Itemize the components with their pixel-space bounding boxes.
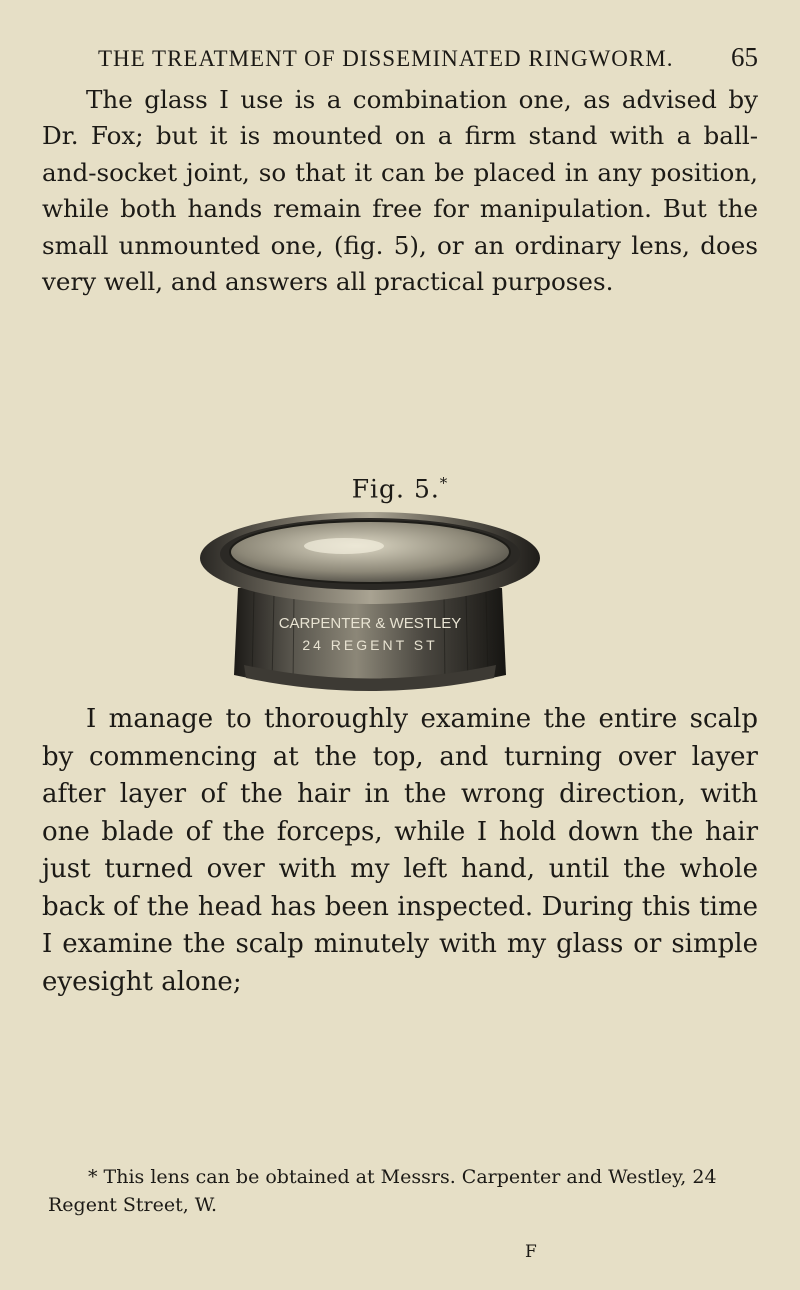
- signature-mark: F: [525, 1242, 537, 1262]
- lens-illustration: [194, 500, 546, 695]
- lens-engraving-address: 24 REGENT ST: [302, 637, 438, 653]
- running-header: [98, 42, 758, 72]
- lens-engraving-maker: CARPENTER & WESTLEY: [278, 615, 462, 632]
- page-number: 65: [731, 42, 758, 72]
- paragraph-glass-description: The glass I use is a combination one, as advised by Dr. Fox; but it is mounted on a firm stand with a ball-and-socket joint, so that it can be placed in any position, while both hands remain free for manipulation. But the small unmounted one, (fig. 5), or an ordinary lens, does very well, and answers all practical purposes.: [42, 85, 758, 297]
- figure-caption: [0, 474, 800, 503]
- paragraph-scalp-examination: I manage to thoroughly examine the entire scalp by commencing at the top, and turning over layer after layer of the hair in the wrong direction, with one blade of the forceps, while I hold down the hair just turned over with my left hand, until the whole back of the head has been inspected. During this time I examine the scalp minutely with my glass or simple eyesight alone;: [42, 704, 758, 997]
- figure-caption-text: Fig. 5.: [351, 474, 440, 504]
- footnote: * This lens can be obtained at Messrs. Carpenter and Westley, 24 Regent Street, W.: [48, 1166, 717, 1216]
- footnote-mark: *: [439, 474, 449, 492]
- header-title: THE TREATMENT OF DISSEMINATED RINGWORM.: [98, 46, 674, 71]
